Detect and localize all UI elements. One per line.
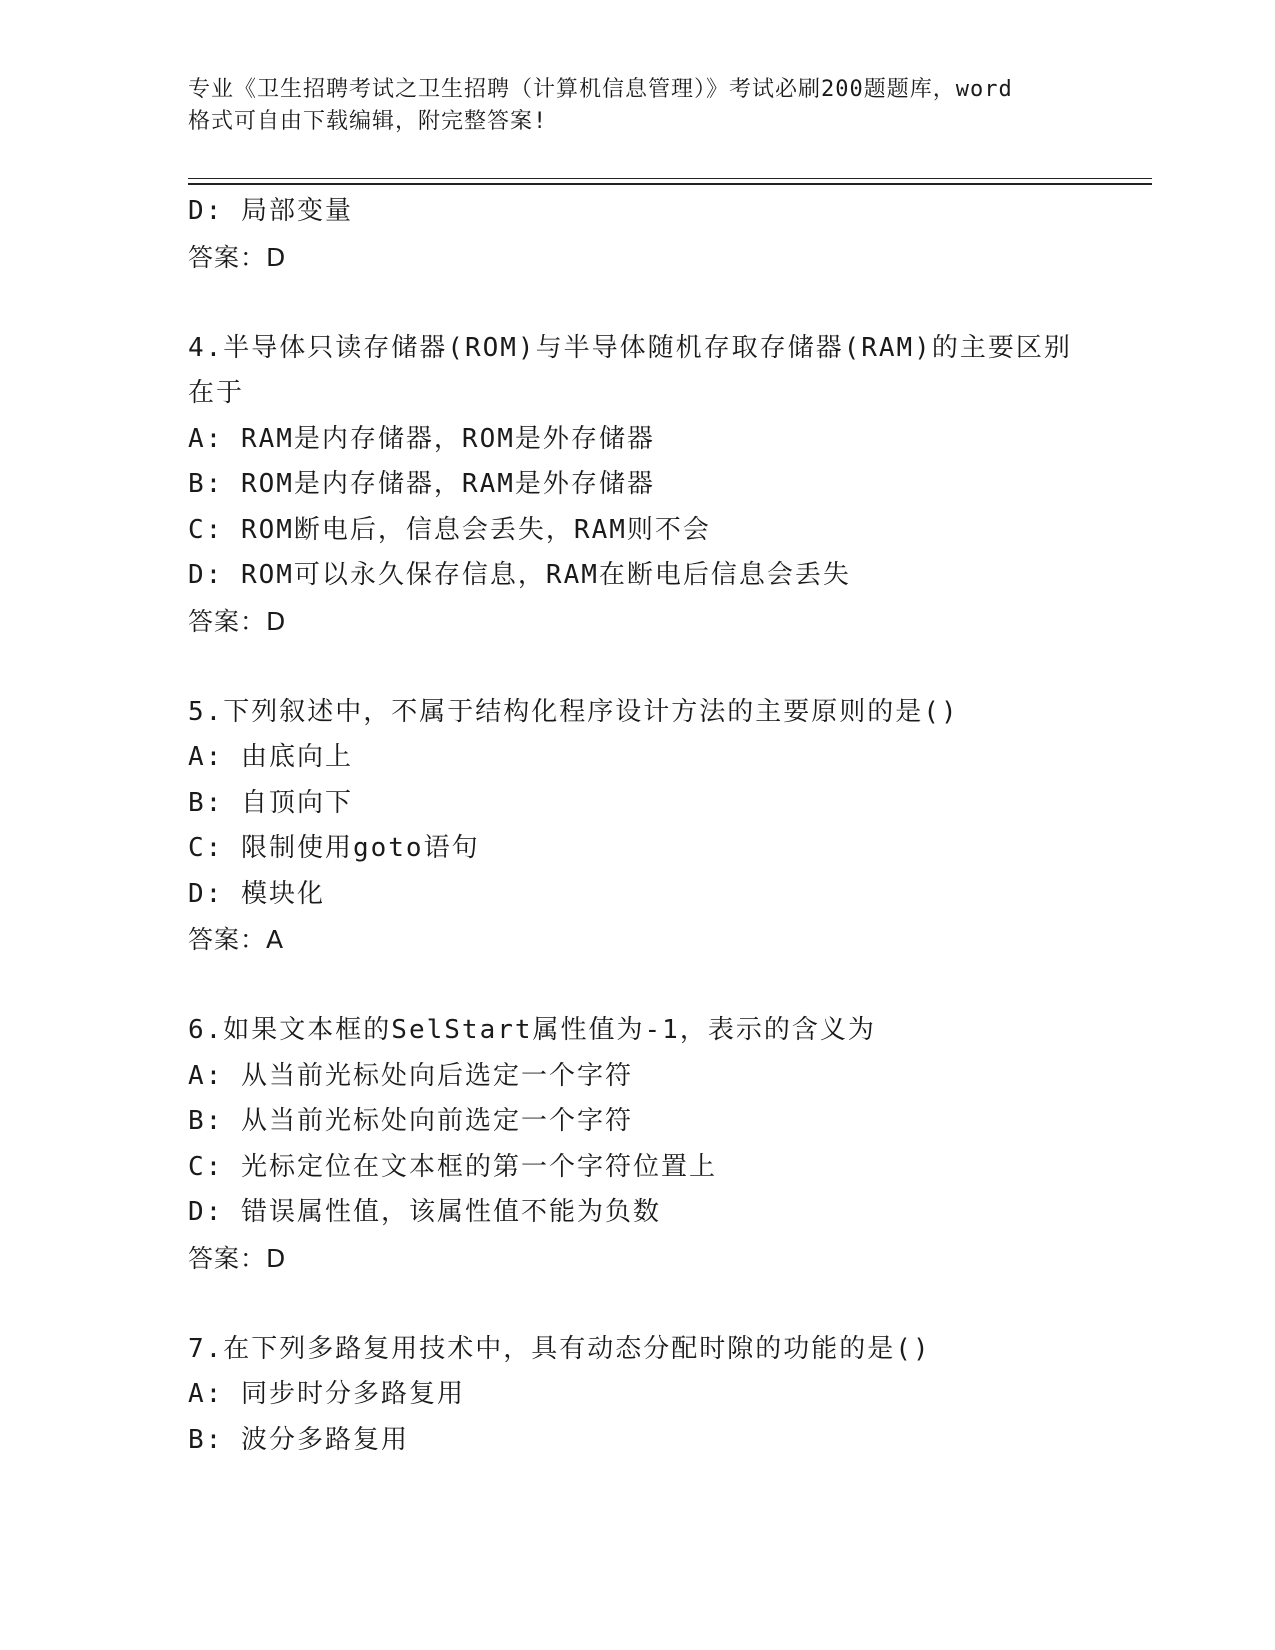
answer-option: B: 自顶向下 [188, 787, 353, 818]
question-spacer [188, 1281, 1148, 1327]
answer-option: C: 限制使用goto语句 [188, 833, 480, 863]
answer-option: A: 同步时分多路复用 [188, 1379, 465, 1409]
question-spacer [188, 644, 1148, 690]
answer-key: 答案：D [188, 606, 287, 636]
answer-option: A: RAM是内存储器，ROM是外存储器 [188, 423, 655, 454]
answer-option: B: 从当前光标处向前选定一个字符 [188, 1106, 633, 1136]
header-line-1: 专业《卫生招聘考试之卫生招聘（计算机信息管理）》考试必刷200题题库，word [188, 77, 1013, 102]
answer-option: B: 波分多路复用 [188, 1424, 409, 1455]
question-spacer [188, 280, 1148, 326]
answer-option: D: ROM可以永久保存信息，RAM在断电后信息会丢失 [188, 560, 851, 590]
answer-key: 答案：D [188, 1243, 287, 1273]
answer-option: C: 光标定位在文本框的第一个字符位置上 [188, 1151, 717, 1182]
header-line-2: 格式可自由下载编辑，附完整答案! [188, 109, 548, 134]
question-stem: 6.如果文本框的SelStart属性值为-1，表示的含义为 [188, 1015, 876, 1045]
answer-option: D: 局部变量 [188, 196, 353, 226]
answer-key: 答案：A [188, 925, 285, 954]
question-stem: 5.下列叙述中，不属于结构化程序设计方法的主要原则的是() [188, 696, 959, 727]
question-stem: 在于 [188, 378, 245, 408]
answer-key: 答案：D [188, 242, 287, 272]
answer-option: A: 从当前光标处向后选定一个字符 [188, 1060, 633, 1091]
document-header [188, 74, 1088, 138]
answer-option: D: 错误属性值，该属性值不能为负数 [188, 1197, 661, 1227]
answer-option: D: 模块化 [188, 878, 325, 909]
answer-option: B: ROM是内存储器，RAM是外存储器 [188, 469, 655, 499]
question-spacer [188, 963, 1148, 1009]
answer-option: C: ROM断电后，信息会丢失，RAM则不会 [188, 514, 711, 545]
header-divider-thin [188, 178, 1152, 179]
question-stem: 7.在下列多路复用技术中，具有动态分配时隙的功能的是() [188, 1333, 931, 1364]
answer-option: A: 由底向上 [188, 742, 353, 772]
header-divider-thick [188, 183, 1152, 185]
question-list [188, 189, 1148, 1463]
question-stem: 4.半导体只读存储器(ROM)与半导体随机存取存储器(RAM)的主要区别 [188, 332, 1072, 363]
